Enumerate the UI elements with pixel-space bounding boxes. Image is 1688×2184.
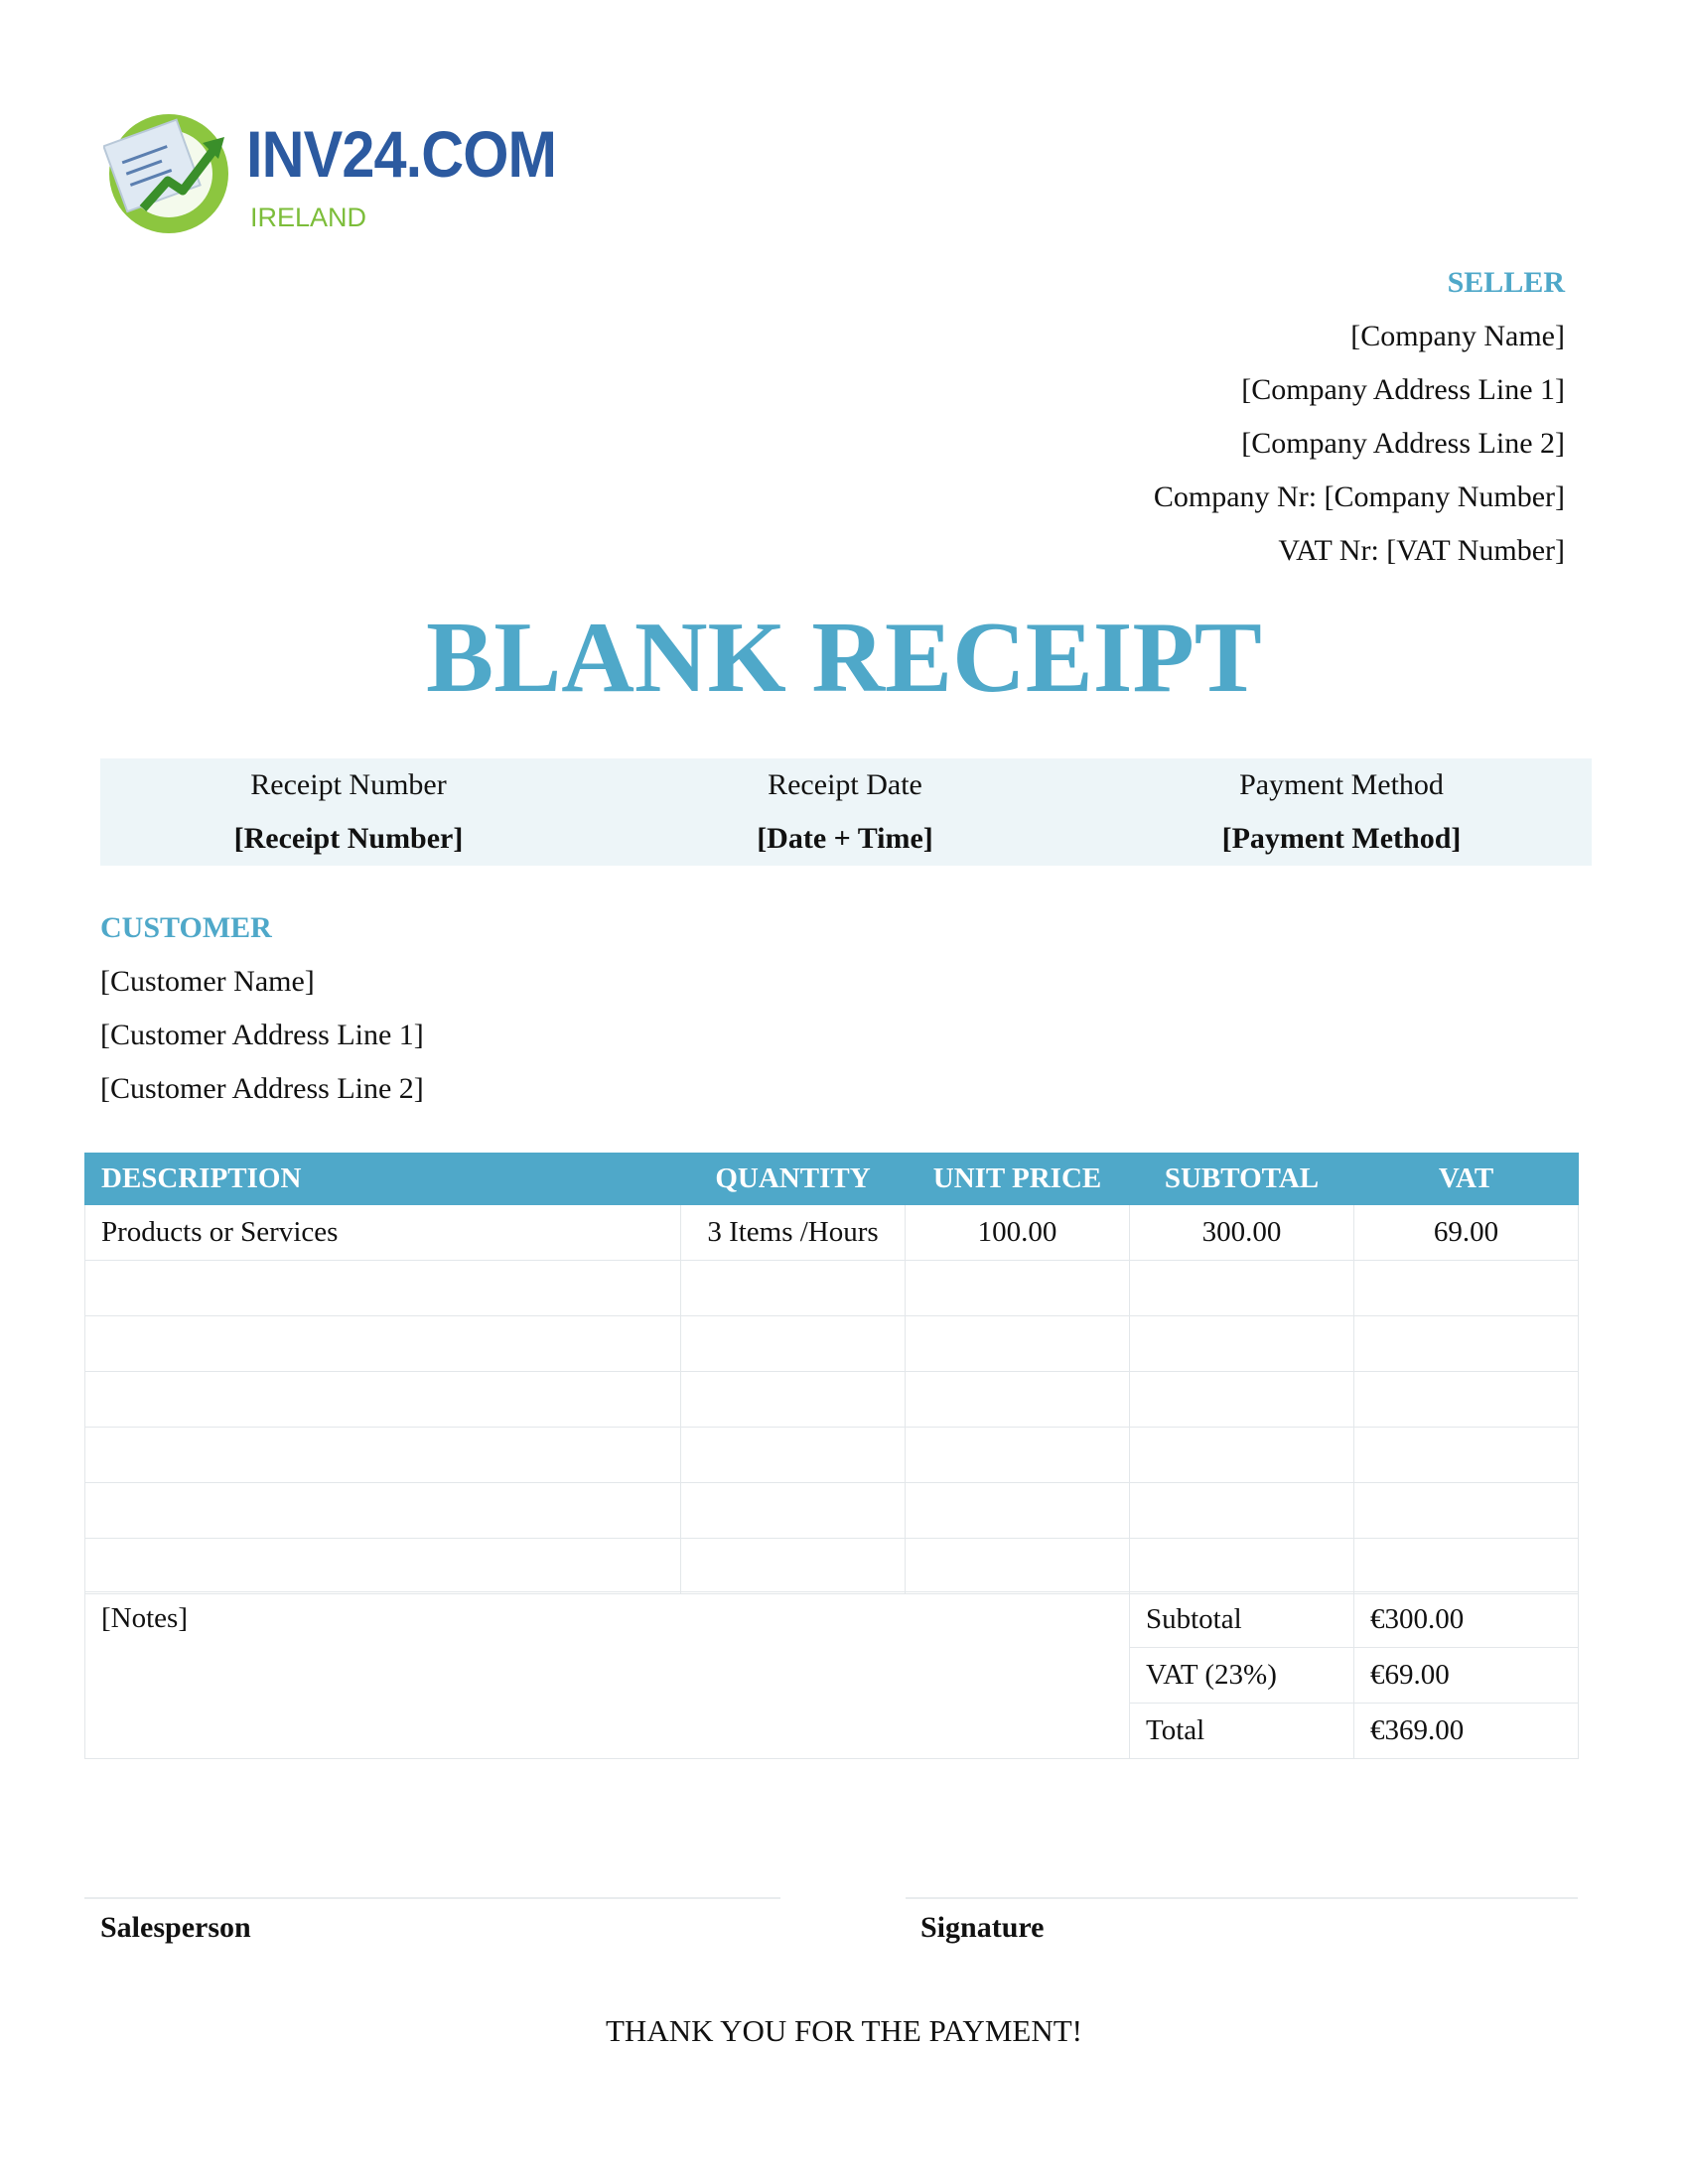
notes: [Notes] bbox=[85, 1592, 1130, 1759]
cell-vat bbox=[1354, 1539, 1579, 1594]
cell-subtotal bbox=[1130, 1316, 1354, 1372]
logo-name: INV24.COM bbox=[246, 117, 557, 191]
thank-you-message: THANK YOU FOR THE PAYMENT! bbox=[606, 2013, 1082, 2048]
cell-unit-price: 100.00 bbox=[906, 1205, 1130, 1261]
receipt-number-field bbox=[100, 758, 597, 866]
table-row bbox=[85, 1261, 1579, 1316]
cell-description bbox=[85, 1428, 681, 1483]
page-title: BLANK RECEIPT bbox=[426, 602, 1262, 714]
subtotal-label: Subtotal bbox=[1130, 1592, 1354, 1648]
items-table bbox=[84, 1153, 1579, 1594]
table-row bbox=[85, 1316, 1579, 1372]
receipt-info-band bbox=[100, 758, 1592, 866]
total-label: Total bbox=[1130, 1704, 1354, 1759]
receipt-date-field bbox=[597, 758, 1093, 866]
cell-subtotal: 300.00 bbox=[1130, 1205, 1354, 1261]
seller-company-name: [Company Name] bbox=[1350, 320, 1565, 352]
cell-vat bbox=[1354, 1428, 1579, 1483]
seller-address-line-1: [Company Address Line 1] bbox=[1241, 373, 1565, 406]
cell-unit-price bbox=[906, 1483, 1130, 1539]
cell-unit-price bbox=[906, 1428, 1130, 1483]
seller-heading: SELLER bbox=[1447, 266, 1565, 299]
salesperson-label: Salesperson bbox=[100, 1911, 251, 1944]
cell-description: Products or Services bbox=[85, 1205, 681, 1261]
seller-company-number: Company Nr: [Company Number] bbox=[1153, 480, 1565, 513]
customer-block bbox=[100, 901, 424, 1116]
customer-name: [Customer Name] bbox=[100, 965, 315, 998]
payment-method-label: Payment Method bbox=[1239, 768, 1444, 801]
seller-vat-number: VAT Nr: [VAT Number] bbox=[1278, 534, 1565, 567]
logo-region: IRELAND bbox=[250, 203, 367, 232]
cell-description bbox=[85, 1539, 681, 1594]
table-row bbox=[85, 1539, 1579, 1594]
cell-description bbox=[85, 1261, 681, 1316]
customer-address-line-2: [Customer Address Line 2] bbox=[100, 1072, 424, 1105]
cell-description bbox=[85, 1316, 681, 1372]
payment-method-field bbox=[1093, 758, 1590, 866]
cell-quantity bbox=[681, 1483, 906, 1539]
cell-vat bbox=[1354, 1483, 1579, 1539]
cell-quantity bbox=[681, 1428, 906, 1483]
cell-subtotal bbox=[1130, 1261, 1354, 1316]
cell-quantity bbox=[681, 1261, 906, 1316]
cell-subtotal bbox=[1130, 1428, 1354, 1483]
cell-quantity bbox=[681, 1539, 906, 1594]
table-row bbox=[85, 1205, 1579, 1261]
cell-quantity bbox=[681, 1372, 906, 1428]
table-row bbox=[85, 1372, 1579, 1428]
cell-vat: 69.00 bbox=[1354, 1205, 1579, 1261]
items-header-row bbox=[85, 1154, 1579, 1205]
cell-vat bbox=[1354, 1372, 1579, 1428]
table-row bbox=[85, 1428, 1579, 1483]
signature-label: Signature bbox=[920, 1911, 1045, 1944]
table-row bbox=[85, 1483, 1579, 1539]
column-header-unit-price: UNIT PRICE bbox=[906, 1154, 1130, 1205]
column-header-description: DESCRIPTION bbox=[85, 1154, 681, 1205]
receipt-number-value: [Receipt Number] bbox=[233, 822, 464, 855]
seller-block bbox=[1154, 256, 1565, 578]
receipt-date-label: Receipt Date bbox=[768, 768, 922, 801]
cell-vat bbox=[1354, 1261, 1579, 1316]
cell-subtotal bbox=[1130, 1483, 1354, 1539]
vat-value: €69.00 bbox=[1354, 1648, 1579, 1704]
seller-address-line-2: [Company Address Line 2] bbox=[1241, 427, 1565, 460]
receipt-date-value: [Date + Time] bbox=[757, 822, 933, 855]
total-value: €369.00 bbox=[1354, 1704, 1579, 1759]
customer-heading: CUSTOMER bbox=[100, 911, 272, 944]
cell-quantity: 3 Items /Hours bbox=[681, 1205, 906, 1261]
signature-line bbox=[906, 1897, 1578, 1899]
receipt-number-label: Receipt Number bbox=[250, 768, 447, 801]
cell-description bbox=[85, 1372, 681, 1428]
cell-unit-price bbox=[906, 1261, 1130, 1316]
column-header-quantity: QUANTITY bbox=[681, 1154, 906, 1205]
cell-unit-price bbox=[906, 1539, 1130, 1594]
cell-quantity bbox=[681, 1316, 906, 1372]
salesperson-line bbox=[84, 1897, 780, 1899]
cell-subtotal bbox=[1130, 1539, 1354, 1594]
payment-method-value: [Payment Method] bbox=[1221, 822, 1462, 855]
cell-subtotal bbox=[1130, 1372, 1354, 1428]
notes-totals-table bbox=[84, 1591, 1579, 1759]
column-header-subtotal: SUBTOTAL bbox=[1130, 1154, 1354, 1205]
cell-unit-price bbox=[906, 1372, 1130, 1428]
customer-address-line-1: [Customer Address Line 1] bbox=[100, 1019, 424, 1051]
column-header-vat: VAT bbox=[1354, 1154, 1579, 1205]
cell-unit-price bbox=[906, 1316, 1130, 1372]
vat-label: VAT (23%) bbox=[1130, 1648, 1354, 1704]
cell-vat bbox=[1354, 1316, 1579, 1372]
subtotal-value: €300.00 bbox=[1354, 1592, 1579, 1648]
cell-description bbox=[85, 1483, 681, 1539]
